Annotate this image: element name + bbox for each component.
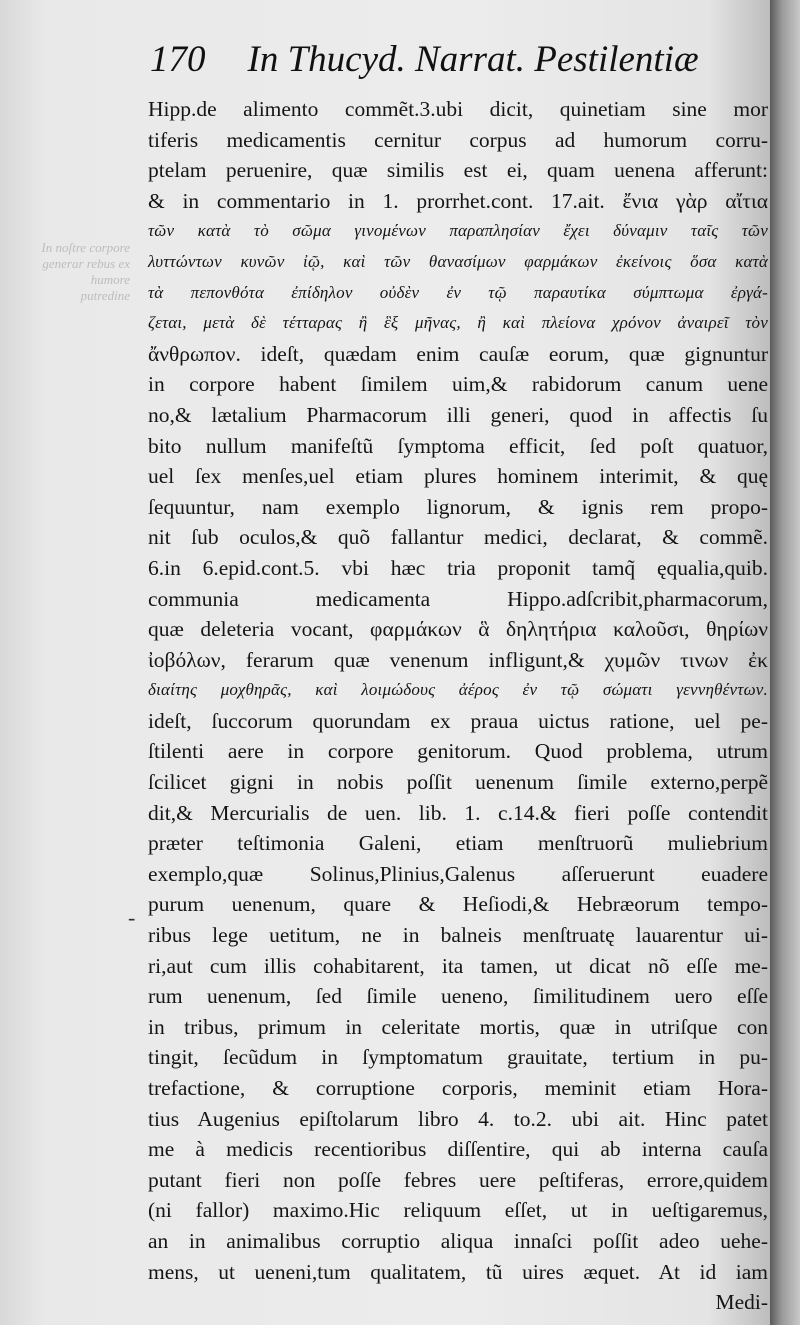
text-line: (ni fallor) maximo.Hic reliquum eſſet, ut in ueſtigaremus,	[148, 1198, 768, 1223]
text-line: quæ deleteria vocant, φαρμάκων ἃ δηλητήρια καλοῦσι, θηρίων	[148, 617, 768, 642]
text-line: in tribus, primum in celeritate mortis, quæ in utriſque con	[148, 1014, 768, 1039]
text-line: ſequuntur, nam exemplo lignorum, & ignis rem propo-	[148, 494, 768, 519]
text-line: purum uenenum, quare & Heſiodi,& Hebræorum tempo-	[148, 892, 768, 917]
text-line: bito nullum manifeſtũ ſymptoma efficit, ſed poſt quatuor,	[148, 433, 768, 458]
text-line: ribus lege uetitum, ne in balneis menſtruatę lauarentur ui-	[148, 923, 768, 948]
running-header	[150, 38, 710, 88]
text-line: ſcilicet gigni in nobis poſſit uenenum ſimile externo,perpẽ	[148, 770, 768, 795]
text-line: exemplo,quæ Solinus,Plinius,Galenus aſſeruerunt euadere	[148, 861, 768, 886]
text-line: tius Augenius epiſtolarum libro 4. to.2. ubi ait. Hinc patet	[148, 1106, 768, 1131]
text-line: τῶν κατὰ τὸ σῶμα γινομένων παραπλησίαν ἔχει δύναμιν ταῖς τῶν	[148, 221, 768, 241]
text-line: tingit, ſecũdum in ſymptomatum grauitate, tertium in pu-	[148, 1045, 768, 1070]
text-line: me à medicis recentioribus diſſentire, qui ab interna cauſa	[148, 1137, 768, 1162]
page-edge-shadow	[770, 0, 800, 1325]
text-line: nit ſub oculos,& quõ fallantur medici, declarat, & commẽ.	[148, 525, 768, 550]
text-line: trefactione, & corruptione corporis, meminit etiam Hora-	[148, 1076, 768, 1100]
text-line: putant fieri non poſſe febres uere peſtiferas, errore,quidem	[148, 1167, 768, 1192]
text-line: no,& lætalium Pharmacorum illi generi, quod in affectis ſu	[148, 402, 768, 427]
text-line: ἰοβόλων, ferarum quæ venenum infligunt,& χυμῶν τινων ἐκ	[148, 647, 768, 672]
text-line: an in animalibus corruptio aliqua innaſci poſſit adeo uehe-	[148, 1228, 768, 1253]
text-line: ſtilenti aere in corpore genitorum. Quod problema, utrum	[148, 739, 768, 764]
text-line: 6.in 6.epid.cont.5. vbi hæc tria proponit tamq̃ ęqualia,quib.	[148, 555, 768, 580]
text-line: Hipp.de alimento commẽt.3.ubi dicit, quinetiam sine mor	[148, 97, 768, 121]
text-line: ptelam peruenire, quæ similis est ei, quam uenena afferunt:	[148, 158, 768, 183]
margin-bleed-through-note: In noſtre corpore generar rebus ex humore putredine	[41, 240, 130, 303]
text-line: λυττώντων κυνῶν ἰῷ, καὶ τῶν θανασίμων φαρμάκων ἐκείνοις ὅσα κατὰ	[148, 251, 768, 271]
text-line: dit,& Mercurialis de uen. lib. 1. c.14.& fieri poſſe contendit	[148, 800, 768, 825]
text-line: διαίτης μοχθηρᾶς, καὶ λοιμώδους ἀέρος ἐν τῷ σώματι γεννηθέντων.	[148, 680, 768, 700]
text-line: & in commentario in 1. prorrhet.cont. 17.ait. ἔνια γὰρ αἴτια	[148, 188, 768, 213]
text-line: τὰ πεπονθότα ἐπίδηλον οὐδὲν ἐν τῷ παραυτίκα σύμπτωμα ἐργά-	[148, 282, 768, 302]
text-line: ideſt, ſuccorum quorundam ex praua uictus ratione, uel pe-	[148, 708, 768, 733]
text-line: in corpore habent ſimilem uim,& rabidorum canum uene	[148, 372, 768, 397]
text-line: ἄνθρωπον. ideſt, quædam enim cauſæ eorum, quæ gignuntur	[148, 341, 768, 366]
margin-dash: -	[128, 905, 136, 930]
body-text	[148, 94, 768, 1318]
text-line: uel ſex menſes,uel etiam plures hominem interimit, & quę	[148, 464, 768, 489]
page-number: 170	[150, 39, 206, 80]
text-line: ζεται, μετὰ δὲ τέτταρας ἢ ἓξ μῆνας, ἢ καὶ πλείονα χρόνον ἀναιρεῖ τὸν	[148, 313, 768, 333]
running-title: In Thucyd. Narrat. Pestilentiæ	[247, 39, 699, 80]
text-line: tiferis medicamentis cernitur corpus ad humorum corru-	[148, 127, 768, 152]
text-line: ri,aut cum illis cohabitarent, ita tamen, ut dicat nõ eſſe me-	[148, 953, 768, 978]
text-line: rum uenenum, ſed ſimile ueneno, ſimilitudinem uero eſſe	[148, 984, 768, 1009]
text-line: Medi-	[715, 1290, 768, 1315]
text-line: præter teſtimonia Galeni, etiam menſtruorũ muliebrium	[148, 831, 768, 856]
text-line: communia medicamenta Hippo.adſcribit,pharmacorum,	[148, 586, 768, 611]
text-line: mens, ut ueneni,tum qualitatem, tũ uires æquet. At id iam	[148, 1259, 768, 1284]
